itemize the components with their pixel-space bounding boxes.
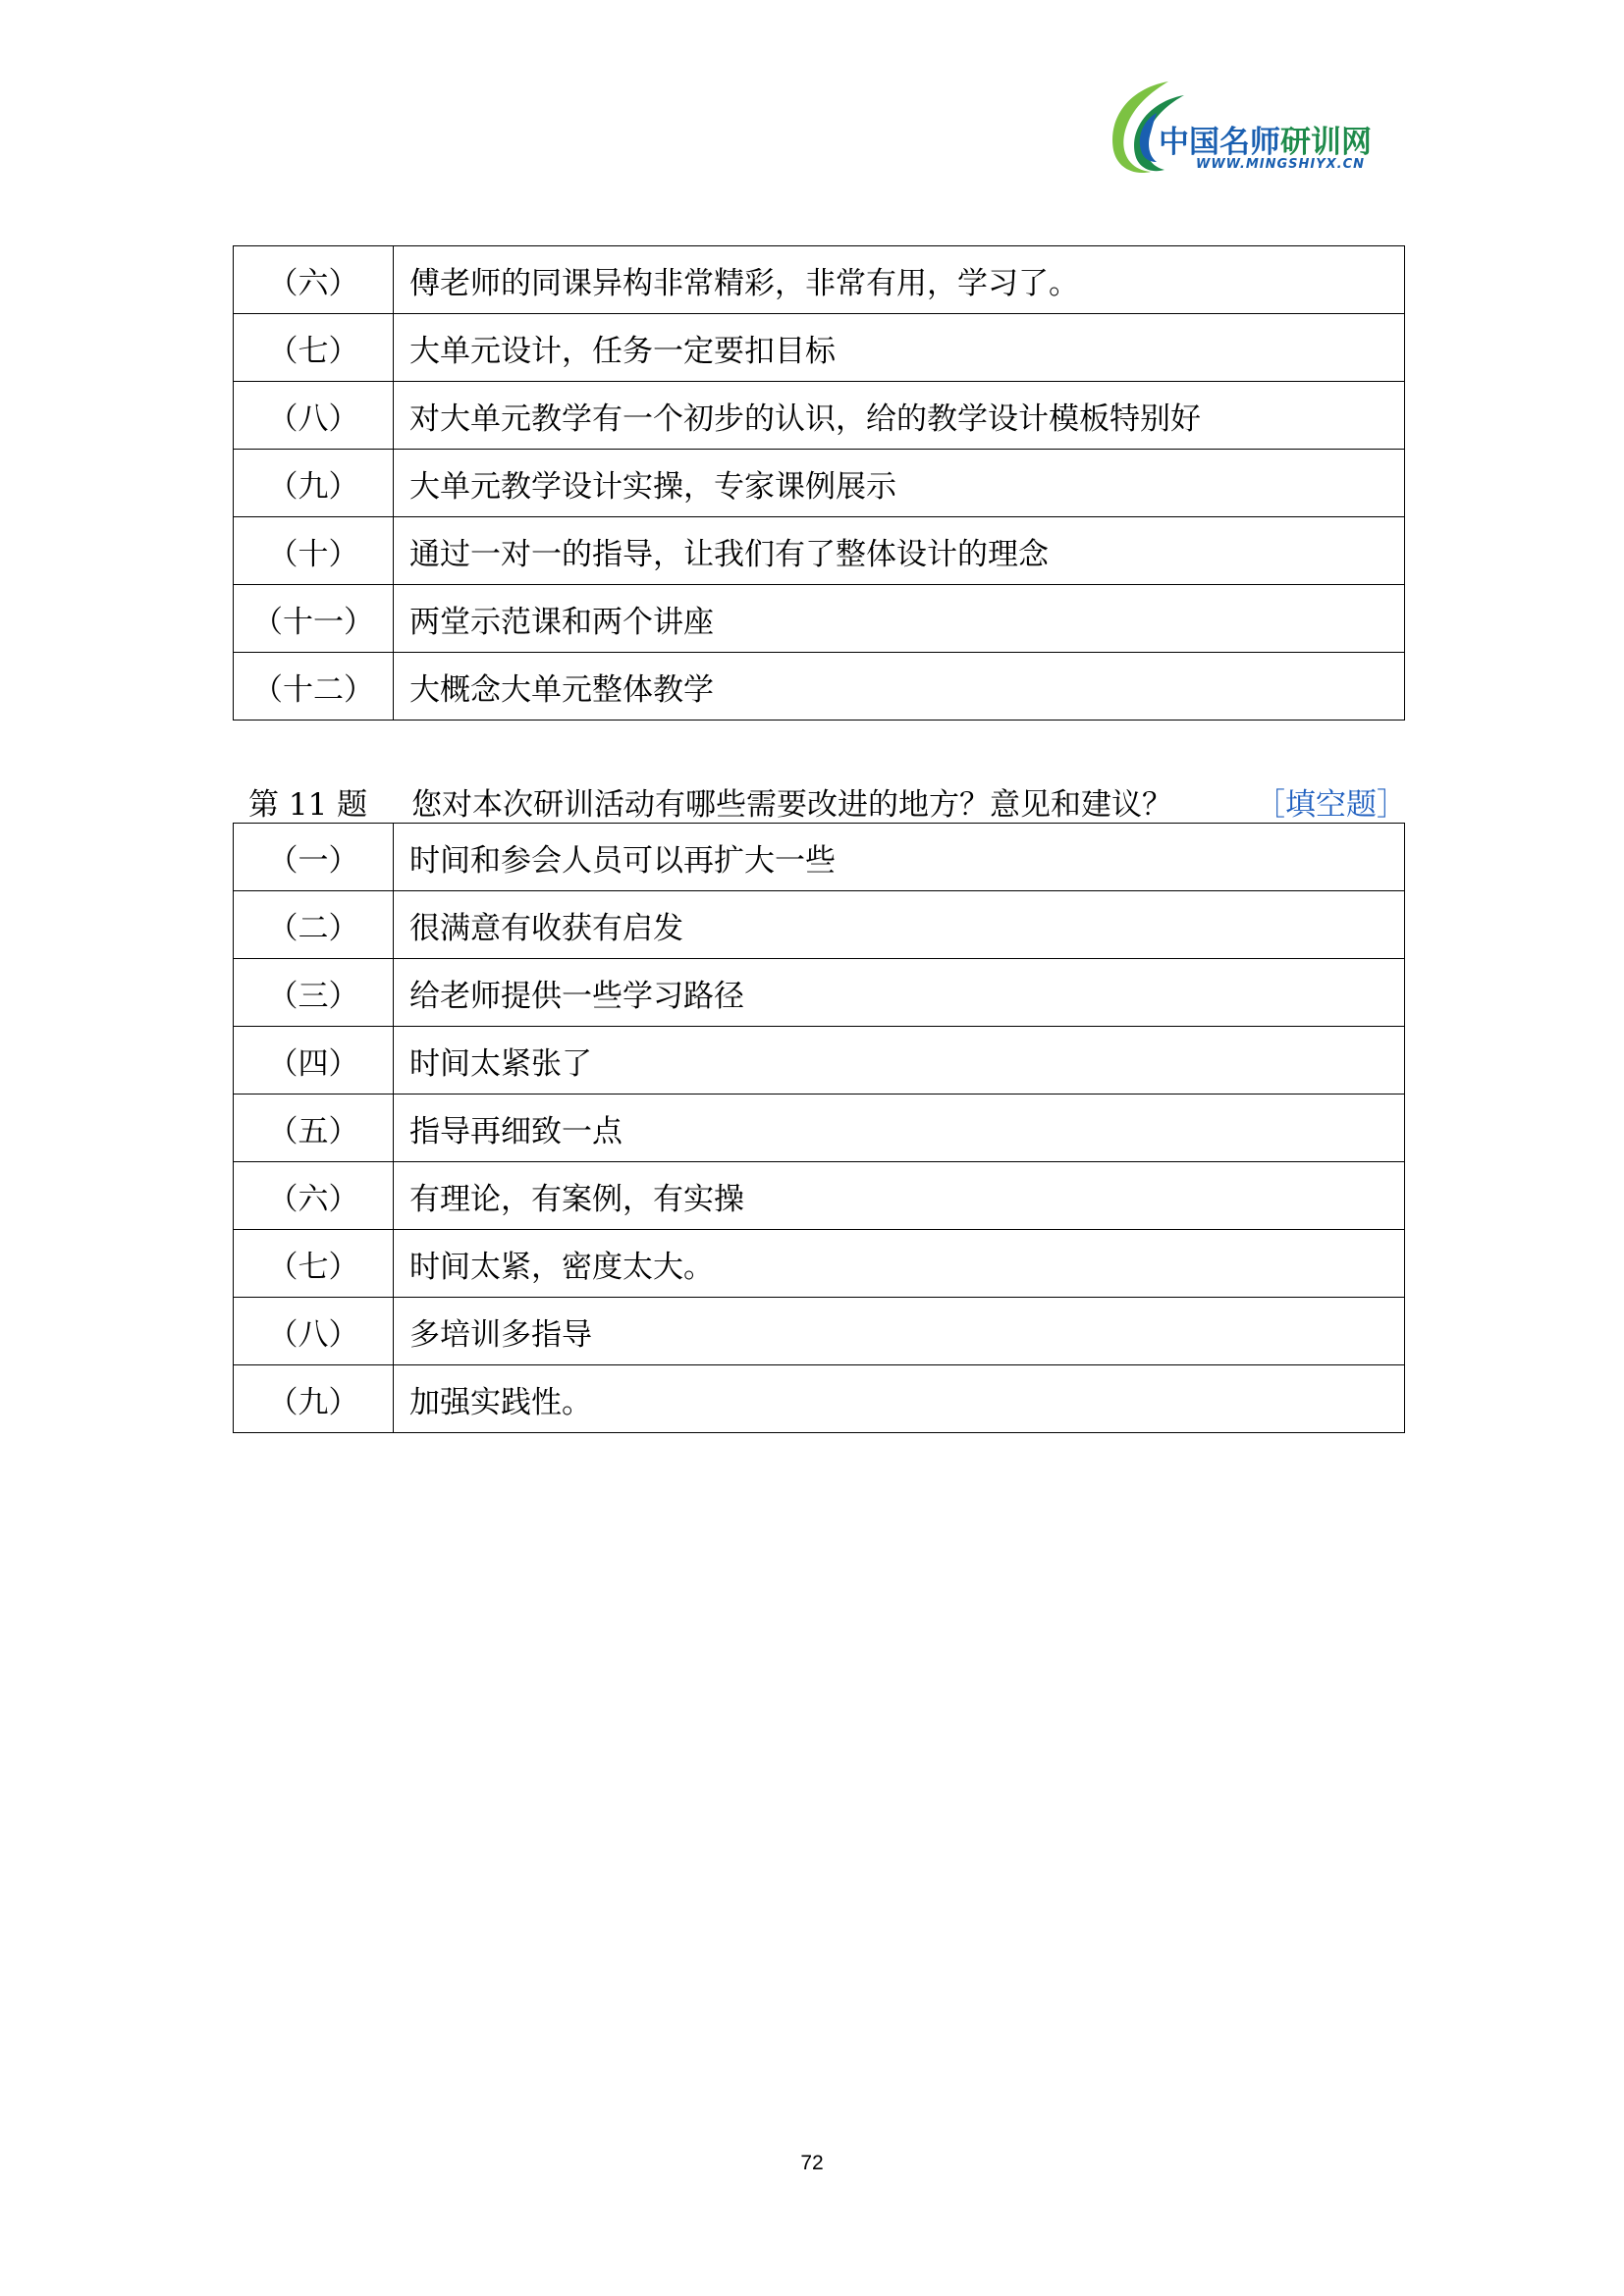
row-text: 傅老师的同课异构非常精彩，非常有用，学习了。	[394, 246, 1405, 314]
row-index: （四）	[234, 1027, 394, 1095]
row-index: （九）	[234, 1365, 394, 1433]
row-text: 指导再细致一点	[394, 1095, 1405, 1162]
question-type-tag: ［填空题］	[1255, 787, 1407, 823]
table-row	[234, 959, 1405, 1027]
table-row	[234, 1095, 1405, 1162]
row-text: 大单元设计，任务一定要扣目标	[394, 314, 1405, 382]
table-row	[234, 1298, 1405, 1365]
row-text: 大概念大单元整体教学	[394, 653, 1405, 721]
row-index: （五）	[234, 1095, 394, 1162]
table-row	[234, 1230, 1405, 1298]
row-text: 时间太紧张了	[394, 1027, 1405, 1095]
table-row	[234, 246, 1405, 314]
row-index: （三）	[234, 959, 394, 1027]
table-row	[234, 891, 1405, 959]
row-index: （十二）	[234, 653, 394, 721]
answers-table-question-11	[233, 823, 1405, 1433]
row-text: 很满意有收获有启发	[394, 891, 1405, 959]
table-row	[234, 1027, 1405, 1095]
row-text: 大单元教学设计实操，专家课例展示	[394, 450, 1405, 517]
question-number: 第 11 题	[248, 787, 368, 823]
table-row	[234, 314, 1405, 382]
row-text: 加强实践性。	[394, 1365, 1405, 1433]
row-text: 通过一对一的指导，让我们有了整体设计的理念	[394, 517, 1405, 585]
row-text: 给老师提供一些学习路径	[394, 959, 1405, 1027]
logo-url: WWW.MINGSHIYX.CN	[1196, 157, 1366, 172]
row-index: （十一）	[234, 585, 394, 653]
row-text: 时间太紧，密度太大。	[394, 1230, 1405, 1298]
table-row	[234, 824, 1405, 891]
row-index: （九）	[234, 450, 394, 517]
row-index: （七）	[234, 1230, 394, 1298]
row-text: 时间和参会人员可以再扩大一些	[394, 824, 1405, 891]
row-text: 两堂示范课和两个讲座	[394, 585, 1405, 653]
question-text: 您对本次研训活动有哪些需要改进的地方？意见和建议？	[411, 787, 1172, 823]
table-row	[234, 450, 1405, 517]
row-index: （八）	[234, 382, 394, 450]
row-index: （一）	[234, 824, 394, 891]
logo-title: 中国名师研训网	[1159, 125, 1372, 160]
row-index: （八）	[234, 1298, 394, 1365]
row-text: 对大单元教学有一个初步的认识，给的教学设计模板特别好	[394, 382, 1405, 450]
page-number: 72	[800, 2152, 824, 2174]
table-row	[234, 585, 1405, 653]
question-heading	[248, 779, 1407, 824]
table-row	[234, 653, 1405, 721]
row-index: （六）	[234, 1162, 394, 1230]
table-row	[234, 517, 1405, 585]
row-text: 多培训多指导	[394, 1298, 1405, 1365]
row-index: （七）	[234, 314, 394, 382]
table-row	[234, 1365, 1405, 1433]
row-index: （十）	[234, 517, 394, 585]
table-row	[234, 1162, 1405, 1230]
table-row	[234, 382, 1405, 450]
row-text: 有理论，有案例，有实操	[394, 1162, 1405, 1230]
site-logo	[1100, 74, 1414, 182]
row-index: （二）	[234, 891, 394, 959]
answers-table-previous	[233, 245, 1405, 721]
row-index: （六）	[234, 246, 394, 314]
